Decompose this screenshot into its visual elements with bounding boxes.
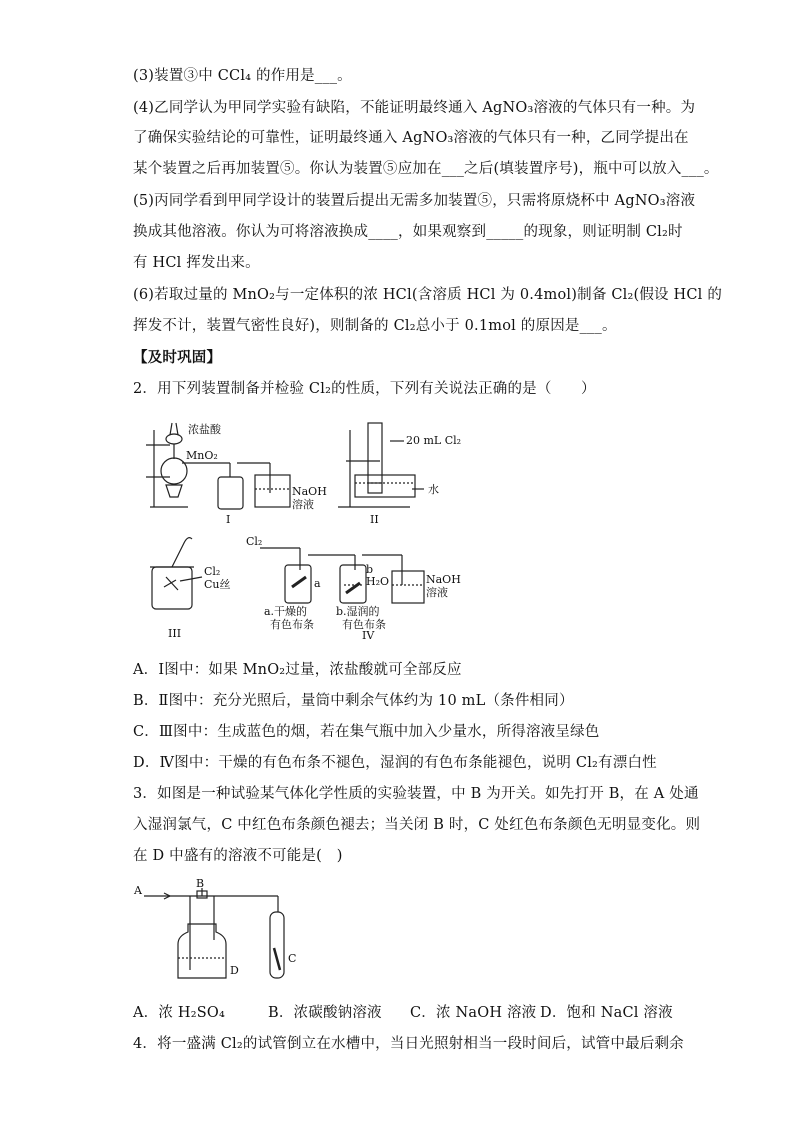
fig-III-label-cu: Cu丝 <box>204 578 231 591</box>
q3-option-b: B．浓碳酸钠溶液 <box>268 1005 382 1021</box>
q3-stem-line1: 3．如图是一种试验某气体化学性质的实验装置，中 B 为开关。如先打开 B，在 A 处通 <box>133 786 699 802</box>
fig-IV-label-wet: b.湿润的 <box>336 605 380 618</box>
fig-I-label-hcl: 浓盐酸 <box>188 423 221 436</box>
q3-option-a: A．浓 H₂SO₄ <box>133 1005 225 1021</box>
fig-IV-roman: IV <box>362 629 375 642</box>
q2-stem: 2．用下列装置制备并检验 Cl₂的性质，下列有关说法正确的是（ ） <box>133 381 596 397</box>
q4-stem-line1: 4．将一盛满 Cl₂的试管倒立在水槽中，当日光照射相当一段时间后，试管中最后剩余 <box>133 1036 684 1052</box>
q2-option-c: C．Ⅲ图中：生成蓝色的烟，若在集气瓶中加入少量水，所得溶液呈绿色 <box>133 724 600 740</box>
fig-I-label-naoh: NaOH <box>292 485 327 498</box>
fig-IV-label-naoh: NaOH <box>426 573 461 586</box>
fig-III-label-cl2: Cl₂ <box>204 565 221 578</box>
fig-IV-label-cloth-b: 有色布条 <box>342 618 386 631</box>
fig-I-roman: I <box>226 513 231 526</box>
fig-q3-label-c: C <box>288 952 297 965</box>
q1-part6-line2: 挥发不计，装置气密性良好)，则制备的 Cl₂总小于 0.1mol 的原因是___。 <box>133 318 617 334</box>
fig-IV-label-solution: 溶液 <box>426 586 448 599</box>
fig-I-label-mno2: MnO₂ <box>186 449 218 462</box>
fig-q3-label-a: A <box>134 884 142 897</box>
fig-III-roman: III <box>168 627 182 640</box>
q1-part4-line3: 某个装置之后再加装置⑤。你认为装置⑤应加在___之后(填装置序号)，瓶中可以放入___。 <box>133 161 719 177</box>
q3-stem-line2: 入湿润氯气，C 中红色布条颜色褪去；当关闭 B 时，C 处红色布条颜色无明显变化。则 <box>133 817 701 833</box>
q3-option-c: C．浓 NaOH 溶液 <box>410 1005 537 1021</box>
fig-IV-label-b: b <box>366 563 374 576</box>
q2-option-d: D．Ⅳ图中：干燥的有色布条不褪色，湿润的有色布条能褪色，说明 Cl₂有漂白性 <box>133 755 657 771</box>
q1-part4-line2: 了确保实验结论的可靠性，证明最终通入 AgNO₃溶液的气体只有一种，乙同学提出在 <box>133 130 689 146</box>
q1-part5-line3: 有 HCl 挥发出来。 <box>133 255 260 271</box>
q3-option-d: D．饱和 NaCl 溶液 <box>540 1005 673 1021</box>
q3-apparatus-figure <box>130 878 300 988</box>
q1-part5-line2: 换成其他溶液。你认为可将溶液换成____，如果观察到_____的现象，则证明制 Cl₂时 <box>133 224 683 240</box>
fig-IV-label-h2o: H₂O <box>366 575 390 588</box>
q1-part6-line1: (6)若取过量的 MnO₂与一定体积的浓 HCl(含溶质 HCl 为 0.4mol)制备 Cl₂(假设 HCl 的 <box>133 287 723 303</box>
fig-IV-label-dry: a.干燥的 <box>264 605 308 618</box>
q1-part3: (3)装置③中 CCl₄ 的作用是___。 <box>133 68 352 84</box>
fig-II-roman: II <box>370 513 379 526</box>
section-title: 【及时巩固】 <box>133 349 222 366</box>
fig-II-label-cl2: 20 mL Cl₂ <box>406 434 462 447</box>
q2-apparatus-figure <box>140 415 520 645</box>
q1-part4-line1: (4)乙同学认为甲同学实验有缺陷，不能证明最终通入 AgNO₃溶液的气体只有一种。为 <box>133 100 696 116</box>
fig-IV-label-cloth-a: 有色布条 <box>270 618 314 631</box>
fig-IV-label-a: a <box>314 577 321 590</box>
q3-stem-line3: 在 D 中盛有的溶液不可能是( ) <box>133 848 343 864</box>
fig-q3-label-b: B <box>196 878 205 890</box>
q2-option-b: B．Ⅱ图中：充分光照后，量筒中剩余气体约为 10 mL（条件相同） <box>133 693 574 709</box>
fig-q3-label-d: D <box>230 964 239 977</box>
q2-option-a: A．Ⅰ图中：如果 MnO₂过量，浓盐酸就可全部反应 <box>133 662 462 678</box>
fig-II-label-water: 水 <box>428 483 439 496</box>
fig-I-label-solution: 溶液 <box>292 498 314 511</box>
fig-IV-label-cl2: Cl₂ <box>246 535 263 548</box>
q1-part5-line1: (5)丙同学看到甲同学设计的装置后提出无需多加装置⑤，只需将原烧杯中 AgNO₃溶液 <box>133 193 696 209</box>
